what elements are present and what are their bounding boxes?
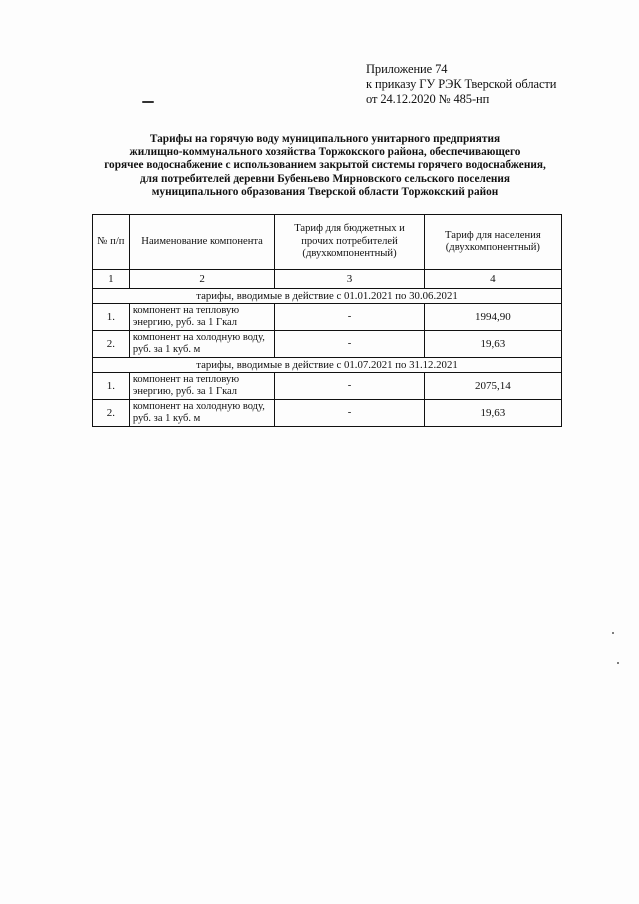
document-title xyxy=(80,133,570,199)
component-name: компонент на холодную воду, руб. за 1 куб. м xyxy=(129,400,274,427)
column-number-row xyxy=(93,270,562,289)
component-name: компонент на тепловую энергию, руб. за 1 Гкал xyxy=(129,373,274,400)
column-number: 1 xyxy=(93,270,130,289)
population-tariff-value: 19,63 xyxy=(424,331,561,358)
appendix-order: к приказу ГУ РЭК Тверской области xyxy=(366,77,557,91)
header-name: Наименование компонента xyxy=(129,215,274,270)
scan-artifact xyxy=(617,662,619,664)
row-number: 2. xyxy=(93,400,130,427)
scan-artifact xyxy=(612,632,614,634)
title-line: для потребителей деревни Бубеньево Мирновского сельского поселения xyxy=(139,172,511,185)
row-number: 2. xyxy=(93,331,130,358)
period-label: тарифы, вводимые в действие с 01.07.2021 по 31.12.2021 xyxy=(93,358,562,373)
population-tariff-value: 1994,90 xyxy=(424,304,561,331)
row-number: 1. xyxy=(93,304,130,331)
period-label: тарифы, вводимые в действие с 01.01.2021 по 30.06.2021 xyxy=(93,289,562,304)
period-row xyxy=(93,289,562,304)
column-number: 4 xyxy=(424,270,561,289)
appendix-reference xyxy=(366,62,626,107)
appendix-date: от 24.12.2020 № 485-нп xyxy=(366,92,490,106)
appendix-number: Приложение 74 xyxy=(366,62,448,76)
column-number: 3 xyxy=(275,270,425,289)
title-line: муниципального образования Тверской области Торжокский район xyxy=(151,185,499,198)
table-row xyxy=(93,331,562,358)
scan-artifact xyxy=(142,101,154,103)
budget-tariff-value: - xyxy=(275,400,425,427)
table-header-row xyxy=(93,215,562,270)
table-row xyxy=(93,304,562,331)
tariff-table xyxy=(92,214,562,427)
period-row xyxy=(93,358,562,373)
title-line: Тарифы на горячую воду муниципального унитарного предприятия xyxy=(149,133,501,145)
budget-tariff-value: - xyxy=(275,304,425,331)
header-num: № п/п xyxy=(93,215,130,270)
header-population-tariff: Тариф для населения (двухкомпонентный) xyxy=(424,215,561,270)
title-line: жилищно-коммунального хозяйства Торжокского района, обеспечивающего xyxy=(129,146,521,159)
table-row xyxy=(93,400,562,427)
column-number: 2 xyxy=(129,270,274,289)
component-name: компонент на тепловую энергию, руб. за 1 Гкал xyxy=(129,304,274,331)
row-number: 1. xyxy=(93,373,130,400)
budget-tariff-value: - xyxy=(275,331,425,358)
population-tariff-value: 2075,14 xyxy=(424,373,561,400)
population-tariff-value: 19,63 xyxy=(424,400,561,427)
header-budget-tariff: Тариф для бюджетных и прочих потребителей (двухкомпонентный) xyxy=(275,215,425,270)
table-row xyxy=(93,373,562,400)
title-line: горячее водоснабжение с использованием закрытой системы горячего водоснабжения, xyxy=(104,159,546,172)
component-name: компонент на холодную воду, руб. за 1 куб. м xyxy=(129,331,274,358)
budget-tariff-value: - xyxy=(275,373,425,400)
